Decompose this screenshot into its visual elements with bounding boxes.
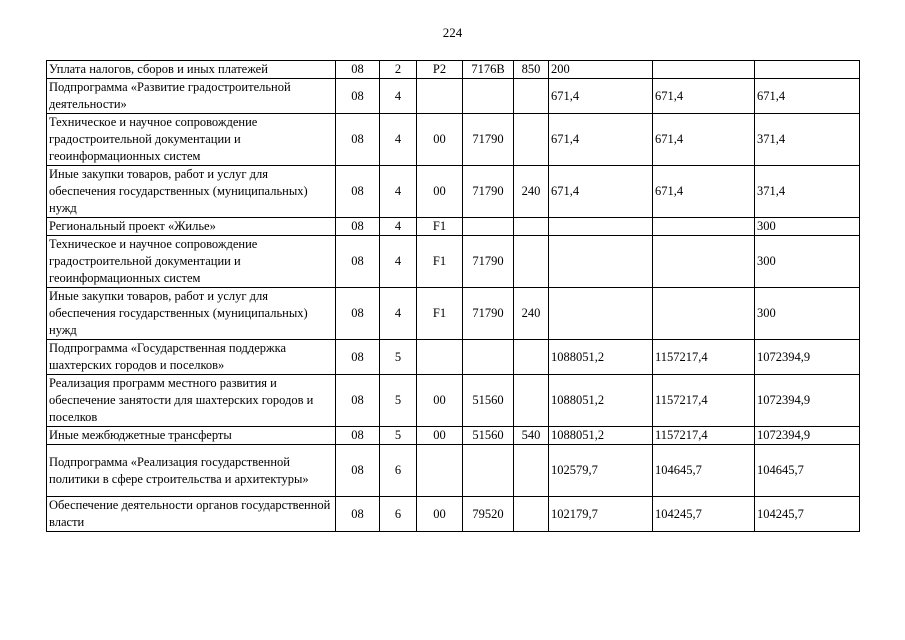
cell-year1 bbox=[549, 236, 653, 288]
cell-vr bbox=[514, 114, 549, 166]
row-name: Подпрограмма «Государственная поддержка шахтерских городов и поселков» bbox=[47, 340, 336, 375]
cell-pr: 5 bbox=[380, 427, 417, 445]
cell-vr: 540 bbox=[514, 427, 549, 445]
cell-pr: 4 bbox=[380, 288, 417, 340]
cell-year3: 1072394,9 bbox=[755, 375, 860, 427]
cell-pr: 4 bbox=[380, 218, 417, 236]
cell-year2: 671,4 bbox=[653, 79, 755, 114]
row-name: Техническое и научное сопровождение градостроительной документации и геоинформационных систем bbox=[47, 236, 336, 288]
cell-cs1: P2 bbox=[417, 61, 463, 79]
cell-year2 bbox=[653, 218, 755, 236]
cell-year2: 671,4 bbox=[653, 166, 755, 218]
cell-rz: 08 bbox=[336, 445, 380, 497]
cell-cs1: F1 bbox=[417, 288, 463, 340]
table-row bbox=[47, 427, 860, 445]
cell-year2: 1157217,4 bbox=[653, 427, 755, 445]
cell-rz: 08 bbox=[336, 427, 380, 445]
cell-year1: 1088051,2 bbox=[549, 427, 653, 445]
cell-cs1 bbox=[417, 340, 463, 375]
cell-rz: 08 bbox=[336, 375, 380, 427]
cell-year2: 1157217,4 bbox=[653, 340, 755, 375]
cell-cs2: 71790 bbox=[463, 288, 514, 340]
cell-cs2 bbox=[463, 340, 514, 375]
cell-year1: 200 bbox=[549, 61, 653, 79]
table-row bbox=[47, 114, 860, 166]
cell-vr bbox=[514, 375, 549, 427]
table-row bbox=[47, 497, 860, 532]
cell-year1: 1088051,2 bbox=[549, 375, 653, 427]
cell-cs2: 79520 bbox=[463, 497, 514, 532]
cell-year3: 371,4 bbox=[755, 114, 860, 166]
cell-year1: 671,4 bbox=[549, 114, 653, 166]
cell-pr: 6 bbox=[380, 497, 417, 532]
row-name: Подпрограмма «Реализация государственной политики в сфере строительства и архитектуры» bbox=[47, 445, 336, 497]
cell-cs2 bbox=[463, 79, 514, 114]
cell-year2 bbox=[653, 236, 755, 288]
cell-cs1 bbox=[417, 79, 463, 114]
cell-year2 bbox=[653, 61, 755, 79]
cell-cs1 bbox=[417, 445, 463, 497]
cell-rz: 08 bbox=[336, 114, 380, 166]
cell-vr bbox=[514, 340, 549, 375]
cell-rz: 08 bbox=[336, 288, 380, 340]
row-name: Иные межбюджетные трансферты bbox=[47, 427, 336, 445]
cell-rz: 08 bbox=[336, 218, 380, 236]
cell-pr: 4 bbox=[380, 114, 417, 166]
table-row bbox=[47, 79, 860, 114]
budget-table bbox=[46, 60, 860, 532]
row-name: Иные закупки товаров, работ и услуг для обеспечения государственных (муниципальных) нужд bbox=[47, 166, 336, 218]
cell-year2: 104645,7 bbox=[653, 445, 755, 497]
cell-vr: 240 bbox=[514, 166, 549, 218]
cell-cs1: 00 bbox=[417, 497, 463, 532]
row-name: Реализация программ местного развития и обеспечение занятости для шахтерских городов и поселков bbox=[47, 375, 336, 427]
cell-cs2: 51560 bbox=[463, 375, 514, 427]
cell-year3: 300 bbox=[755, 288, 860, 340]
cell-year2 bbox=[653, 288, 755, 340]
cell-cs1: 00 bbox=[417, 114, 463, 166]
cell-cs1: 00 bbox=[417, 166, 463, 218]
table-row bbox=[47, 340, 860, 375]
cell-year3: 671,4 bbox=[755, 79, 860, 114]
cell-year2: 1157217,4 bbox=[653, 375, 755, 427]
cell-cs2: 7176B bbox=[463, 61, 514, 79]
cell-year3: 300 bbox=[755, 218, 860, 236]
cell-year3: 371,4 bbox=[755, 166, 860, 218]
cell-pr: 2 bbox=[380, 61, 417, 79]
cell-year1: 102579,7 bbox=[549, 445, 653, 497]
cell-pr: 4 bbox=[380, 166, 417, 218]
cell-year3: 300 bbox=[755, 236, 860, 288]
row-name: Техническое и научное сопровождение градостроительной документации и геоинформационных систем bbox=[47, 114, 336, 166]
cell-pr: 5 bbox=[380, 375, 417, 427]
cell-year1: 1088051,2 bbox=[549, 340, 653, 375]
cell-cs2: 71790 bbox=[463, 114, 514, 166]
cell-rz: 08 bbox=[336, 236, 380, 288]
row-name: Обеспечение деятельности органов государственной власти bbox=[47, 497, 336, 532]
cell-year2: 671,4 bbox=[653, 114, 755, 166]
cell-rz: 08 bbox=[336, 79, 380, 114]
cell-rz: 08 bbox=[336, 61, 380, 79]
cell-vr bbox=[514, 236, 549, 288]
cell-pr: 4 bbox=[380, 236, 417, 288]
cell-cs2 bbox=[463, 218, 514, 236]
cell-vr: 240 bbox=[514, 288, 549, 340]
cell-rz: 08 bbox=[336, 340, 380, 375]
table-row bbox=[47, 445, 860, 497]
cell-vr bbox=[514, 79, 549, 114]
cell-vr bbox=[514, 218, 549, 236]
cell-year1: 671,4 bbox=[549, 79, 653, 114]
table-row bbox=[47, 288, 860, 340]
table-row bbox=[47, 61, 860, 79]
row-name: Иные закупки товаров, работ и услуг для обеспечения государственных (муниципальных) нужд bbox=[47, 288, 336, 340]
table-row bbox=[47, 236, 860, 288]
table-row bbox=[47, 166, 860, 218]
cell-year3: 1072394,9 bbox=[755, 340, 860, 375]
cell-pr: 5 bbox=[380, 340, 417, 375]
cell-cs1: 00 bbox=[417, 375, 463, 427]
cell-cs1: 00 bbox=[417, 427, 463, 445]
table-row bbox=[47, 218, 860, 236]
cell-year1 bbox=[549, 218, 653, 236]
cell-cs1: F1 bbox=[417, 236, 463, 288]
cell-year1 bbox=[549, 288, 653, 340]
cell-cs2: 71790 bbox=[463, 236, 514, 288]
cell-year3: 1072394,9 bbox=[755, 427, 860, 445]
cell-year1: 102179,7 bbox=[549, 497, 653, 532]
cell-cs2: 51560 bbox=[463, 427, 514, 445]
cell-year2: 104245,7 bbox=[653, 497, 755, 532]
cell-cs2 bbox=[463, 445, 514, 497]
table-row bbox=[47, 375, 860, 427]
cell-cs1: F1 bbox=[417, 218, 463, 236]
cell-vr bbox=[514, 497, 549, 532]
cell-pr: 6 bbox=[380, 445, 417, 497]
cell-rz: 08 bbox=[336, 166, 380, 218]
cell-cs2: 71790 bbox=[463, 166, 514, 218]
cell-pr: 4 bbox=[380, 79, 417, 114]
cell-vr bbox=[514, 445, 549, 497]
cell-year3: 104245,7 bbox=[755, 497, 860, 532]
row-name: Подпрограмма «Развитие градостроительной деятельности» bbox=[47, 79, 336, 114]
cell-year3 bbox=[755, 61, 860, 79]
cell-vr: 850 bbox=[514, 61, 549, 79]
row-name: Региональный проект «Жилье» bbox=[47, 218, 336, 236]
cell-year3: 104645,7 bbox=[755, 445, 860, 497]
cell-rz: 08 bbox=[336, 497, 380, 532]
cell-year1: 671,4 bbox=[549, 166, 653, 218]
page-number: 224 bbox=[442, 25, 463, 40]
row-name: Уплата налогов, сборов и иных платежей bbox=[47, 61, 336, 79]
